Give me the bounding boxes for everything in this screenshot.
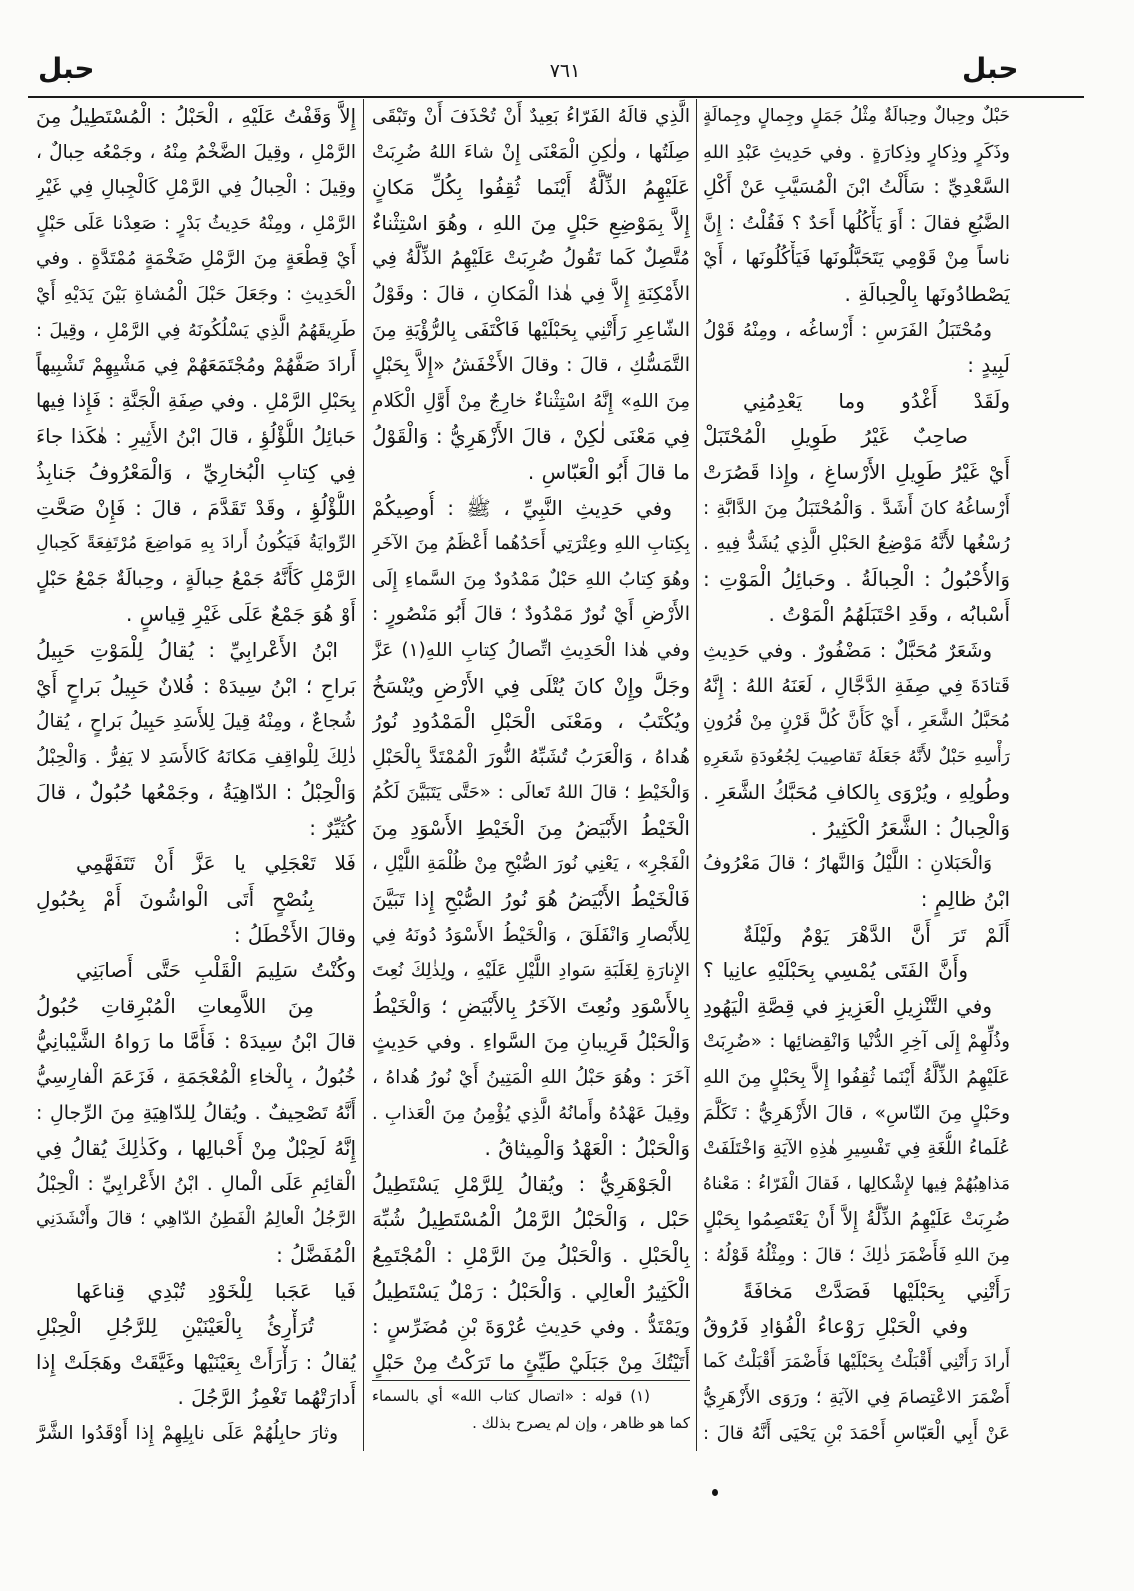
text-line: خُبُولُ ، بِالْخاءِ الْمُعْجَمَةِ ، فَزَعَمَ الْفارِسِيُّ xyxy=(36,1066,356,1089)
text-line: وَالْحَبْلُ : الْعَهْدُ وَالْمِيثاقُ . xyxy=(484,1136,690,1161)
text-line: أَلَمْ تَرَ أَنَّ الدَّهْرَ يَوْمٌ ولَيْلَةٌ xyxy=(743,922,1010,947)
text-line: عَلَيْهِمُ الذِّلَّةُ أَيْنَما ثُقِفُوا إِلاَّ بِحَبْلٍ مِنَ اللهِ xyxy=(703,1067,1010,1089)
text-line: رَأْسِهِ حَبْلٌ لأَنَّهُ جَعَلَهُ تَقاصِيبَ لِجُعُودَةِ شَعَرِهِ xyxy=(703,746,1010,767)
text-line: أَضْمَرَ الاعْتِصامَ فِي الآيَةِ ؛ ورَوَى الأَزْهَرِيُّ xyxy=(703,1387,1010,1409)
text-line: وَالْحِبْلُ : الدّاهِيَةُ ، وجَمْعُها حُبُولٌ ، قالَ xyxy=(36,780,356,805)
text-line: آخَرَ : وهُوَ حَبْلُ اللهِ الْمَتِينُ أَيْ نُورُ هُداهُ ، xyxy=(372,1067,690,1089)
text-line: بِنُصْحٍ أَتَى الْواشُونَ أَمْ بِحُبُولِ xyxy=(36,887,314,912)
text-line: صِلَتُها ، ولٰكِنِ الْمَعْنَى إِنْ شاءَ اللهُ ضُرِبَتْ xyxy=(372,141,690,163)
text-line: ذٰلِكَ لِلْواقِفِ مَكانَهُ كَالأَسَدِ لا يَفِرُّ . وَالْحِبْلُ xyxy=(36,746,356,768)
text-line: عُلَماءُ اللُّغَةِ فِي تَفْسِيرِ هٰذِهِ الآيَةِ وَاخْتَلَفَتْ xyxy=(703,1138,1010,1160)
text-line: عَنْ أَبِي الْعَبّاسِ أَحْمَدَ بْنِ يَحْيَى أَنَّهُ قالَ : xyxy=(703,1422,1010,1444)
text-line: الرَّمْلِ ، وقِيلَ الضَّخْمُ مِنْهُ ، وجَمْعُه حِبالٌ ، xyxy=(36,141,356,163)
text-line: وفي التَّنْزِيلِ الْعَزِيزِ في قِصَّةِ الْيَهُودِ xyxy=(703,993,992,1018)
text-line: أَيْ قِطْعَةٍ مِنَ الرَّمْلِ ضَخْمَةٍ مُمْتَدَّةٍ . وفي xyxy=(36,248,356,270)
text-line: الرِّوايَةُ فَيَكُونُ أَرادَ بِهِ مَواضِعَ مُرْتَفِعَةً كَحِبالِ xyxy=(36,533,356,554)
header-rule xyxy=(28,96,1084,98)
ink-dot xyxy=(712,1489,718,1496)
text-line: وقِيلَ : الْحِبالُ فِي الرَّمْلِ كَالْجِبالِ فِي غَيْرِ xyxy=(36,177,356,199)
text-line: قالَ ابْنُ سِيدَهْ : فَأَمَّا ما رَواهُ الشَّيْبانِيُّ xyxy=(36,1029,356,1054)
text-line: أَنَّهُ تَصْحِيفٌ . ويُقالُ لِلدّاهِيَةِ مِنَ الرِّجالِ : xyxy=(36,1101,356,1124)
text-line: مُتَّصِلٌ كَما تَقُولُ ضُرِبَتْ عَلَيْهِمُ الذِّلَّةُ فِي xyxy=(372,247,690,270)
entry-header-right: حبل xyxy=(962,52,1019,85)
text-line: وَالْحَبَلانِ : اللَّيْلُ وَالنَّهارُ ؛ قالَ مَعْرُوفُ xyxy=(703,853,992,875)
text-line: فِي مَعْنَى لٰكِنْ ، قالَ الأَزْهَرِيُّ : وَالْقَوْلُ xyxy=(372,424,690,449)
text-line: أَتَيْتُكَ مِنْ جَبَلَيْ طَيِّئٍ ما تَرَكْتُ مِنْ حَبْلٍ xyxy=(372,1350,690,1374)
text-line: يَصْطادُونَها بِالْحِبالَةِ . xyxy=(844,281,1010,306)
text-line: أَرادَ صَفَّهُمْ ومُجْتَمَعَهُمْ فِي مَشْيِهِمْ تَشْبِيهاً xyxy=(36,354,356,377)
footnote xyxy=(372,1380,690,1437)
text-line: طَرِيقَهُمُ الَّذِي يَسْلُكُونَهُ فِي الرَّمْلِ ، وقِيلَ : xyxy=(36,319,356,341)
text-line: لِلأَبْصارِ وَانْفَلَقَ ، وَالْخَيْطُ الأَسْوَدُ دُونَهُ فِي xyxy=(372,924,690,946)
text-line: فَيا عَجَبا لِلْخَوْدِ تُبْدِي قِناعَها xyxy=(76,1278,356,1303)
text-line: وفي الْحَبْلِ رَوْعاءُ الْفُؤادِ فَرُوقُ xyxy=(703,1314,968,1339)
text-line: الضَّبُعِ فقالَ : أَوَ يَأْكُلُها أَحَدٌ ؟ فَقُلْتُ : إِنَّ xyxy=(703,212,1010,234)
text-line: الشّاعِرِ رَأَتْنِي بِحَبْلَيْها فَاكْتَفَى بِالرُّؤْيَةِ مِنَ xyxy=(372,318,690,341)
text-line: مِنَ اللهِ فَأَضْمَرَ ذٰلِكَ ؛ قالَ : ومِثْلُهُ قَوْلُهُ : xyxy=(703,1245,1010,1266)
text-line: بَراحِ ؛ ابْنُ سِيدَهْ : فُلانٌ حَبِيلُ بَراحٍ أَيْ xyxy=(36,673,356,698)
text-line: الْمُفَضَّلُ : xyxy=(276,1243,356,1267)
footnote-line: (١) قوله : «اتصال كتاب الله» أي بالسماء xyxy=(372,1387,650,1405)
text-line: الْجَوْهَرِيُّ : ويُقالُ لِلرَّمْلِ يَسْتَطِيلُ xyxy=(372,1171,672,1196)
column-left xyxy=(36,99,356,1452)
text-line: إِلاَّ وَقَفْتُ عَلَيْهِ ، الْحَبْلُ : الْمُسْتَطِيلُ مِنَ xyxy=(36,105,356,128)
text-line: بِالأَسْوَدِ ونُعِتَ الآخَرُ بِالأَبْيَضِ ؛ وَالْخَيْطُ xyxy=(372,993,690,1018)
text-line: السَّعْدِيِّ : سَأَلْتُ ابْنَ الْمُسَيَّبِ عَنْ أَكْلِ xyxy=(703,176,1010,199)
text-line: صاحِبٌ غَيْرُ طَوِيلِ الْمُحْتَبَلْ xyxy=(703,424,968,449)
text-line: ما قالَ أَبُو الْعَبّاسِ . xyxy=(527,459,690,484)
text-line: أَوْ هُوَ جَمْعٌ عَلَى غَيْرِ قِياسٍ . xyxy=(125,602,356,627)
text-line: يُقالُ : رَأْرَأَتْ بِعَيْنَيْها وغَيَّقَتْ وهَجَلَتْ إِذا xyxy=(36,1350,356,1374)
text-line: وَالْحِبالُ : الشَّعَرُ الْكَثِيرُ . xyxy=(810,815,1010,840)
text-line: الرَّمْلِ ، ومِنْهُ حَدِيثُ بَدْرٍ : صَعِدْنا عَلَى حَبْلٍ xyxy=(36,212,356,234)
text-line: وَالْخَيْطِ ؛ قالَ اللهُ تَعالَى : «حَتَّى يَتَبَيَّنَ لَكُمُ xyxy=(372,782,690,804)
text-line: وفي حَدِيثِ النَّبِيِّ ، ﷺ : أُوصِيكُمْ xyxy=(372,495,672,520)
text-line: الإِنارَةِ لِغَلَبَةِ سَوادِ اللَّيْلِ عَلَيْهِ ، ولِذٰلِكَ نُعِتَ xyxy=(372,960,690,982)
entry-header-left: حبل xyxy=(38,52,95,85)
text-line: الْقائِمِ عَلَى الْمالِ . ابْنُ الأَعْرابِيِّ : الْحِبْلُ xyxy=(36,1172,356,1195)
text-line: حَبْل ، وَالْحَبْلُ الرَّمْلُ الْمُسْتَطِيلُ شُبِّهَ xyxy=(372,1207,690,1232)
text-line: ابْنُ الأَعْرابِيِّ : يُقالُ لِلْمَوْتِ حَبِيلُ xyxy=(36,637,338,662)
text-line: شُجاعٌ ، ومِنْهُ قِيلَ لِلأَسَدِ حَبِيلُ بَراحٍ ، يُقالُ xyxy=(36,711,356,733)
text-line: بِكِتابِ اللهِ وعِتْرَتِي أَحَدُهُما أَعْظَمُ مِنَ الآخَرِ xyxy=(372,533,690,555)
text-line: تُرَأْرِئُ بِالْعَيْنَيْنِ لِلرَّجُلِ الْحِبْلِ xyxy=(36,1314,314,1339)
text-line: ضُرِبَتْ عَلَيْهِمُ الذِّلَّةُ إِلاَّ أَنْ يَعْتَصِمُوا بِحَبْلٍ xyxy=(703,1209,1010,1231)
text-line: وحَبْلٍ مِنَ النّاسِ» ، قالَ الأَزْهَرِيُّ : تَكَلَّمَ xyxy=(703,1102,1010,1124)
text-line: وذَكَرٍ وذِكارٍ وذِكارَةٍ . وفي حَدِيثِ عَبْدِ اللهِ xyxy=(703,141,1010,163)
text-line: لَبِيدٍ : xyxy=(967,353,1010,378)
text-line: وَالأُحْبُولُ : الْحِبالَةُ . وحَبائِلُ الْمَوْتِ : xyxy=(703,566,1010,591)
text-line: إِلاَّ بِمَوْضِعِ حَبْلٍ مِنَ اللهِ ، وهُوَ اسْتِثْناءٌ xyxy=(372,210,690,235)
text-line: الْفَجْرِ» ، يَعْنِي نُورَ الصُّبْحِ مِنْ ظُلْمَةِ اللَّيْلِ ، xyxy=(372,853,690,875)
text-line: قَتادَةَ فِي صِفَةِ الدَّجَّالِ ، لَعَنَهُ اللهُ : إِنَّهُ xyxy=(703,674,1010,697)
text-line: الرَّجُلُ الْعالِمُ الْفَطِنُ الدّاهِي ؛ قالَ وأَنْشَدَنِي xyxy=(36,1209,356,1230)
text-line: التَّمَسُّكِ ، قالَ : وقالَ الأَخْفَشُ «إِلاَّ بِحَبْلٍ xyxy=(372,354,690,377)
text-line: الأَمْكِنَةِ إِلاَّ فِي هٰذا الْمَكانِ ، قالَ : وقَوْلُ xyxy=(372,282,690,305)
text-line: ابْنُ ظالِمٍ : xyxy=(920,887,1010,912)
text-line: أَيْ غَيْرُ طَوِيلِ الأَرْساغِ ، وإِذا قَصُرَتْ xyxy=(703,459,1010,484)
text-line: اللُّؤْلُؤِ ، وقَدْ تَقَدَّمَ ، قالَ : فَإِنْ صَحَّتِ xyxy=(36,495,356,520)
text-line: وقِيلَ عَهْدُهُ وأَمانُهُ الَّذِي يُؤْمِنُ مِنَ الْعَذابِ . xyxy=(372,1102,690,1124)
text-line: حَبْلٌ وحِبالٌ وحِبالَةٌ مِثْلُ جَمَلٍ وجِمالٍ وجِمالَةٍ xyxy=(703,106,1010,126)
text-line: حَبائِلُ اللُّؤْلُؤِ ، قالَ ابْنُ الأَثِيرِ : هٰكَذا جاءَ xyxy=(36,425,356,449)
text-line: ويَمْتَدُّ . وفي حَدِيثِ عُرْوَةَ بْنِ مُضَرِّسٍ : xyxy=(372,1315,690,1339)
text-line: وأَنَّ الفَتَى يُمْسِي بِحَبْلَيْهِ عانِيا ؟ xyxy=(703,958,968,983)
text-line: مِنَ اللاَّمِعاتِ الْمُبْرِقاتِ حُبُولُ xyxy=(36,993,314,1018)
text-line: رُسْغُها لأَنَّهُ مَوْضِعُ الحَبْلِ الَّذِي يُشَدُّ فِيهِ . xyxy=(703,533,1010,555)
footnote-line: كما هو ظاهر ، وإن لم يصرح بذلك . xyxy=(472,1414,690,1432)
column-divider xyxy=(363,99,364,1451)
text-line: وكُنْتُ سَلِيمَ الْقَلْبِ حَتَّى أَصابَنِي xyxy=(76,958,356,983)
text-line: أَدارَتْهُما تَغْمِزُ الرَّجُلَ . xyxy=(177,1385,356,1410)
text-line: هُداهُ ، وَالْعَرَبُ تُشَبِّهُ النُّورَ الْمُمْتَدَّ بِالْحَبْلِ xyxy=(372,745,690,768)
text-line: وهُوَ كِتابُ اللهِ حَبْلٌ مَمْدُودٌ مِنَ السَّماءِ إِلَى xyxy=(372,568,690,590)
text-line: وَالْحَبْلُ قَرِيبانِ مِنَ السَّواءِ . وفي حَدِيثٍ xyxy=(372,1030,690,1054)
text-line: فِي كِتابِ الْبُخارِيِّ ، وَالْمَعْرُوفُ جَنابِذُ xyxy=(36,459,356,484)
text-line: وشَعَرٌ مُحَبَّلٌ : مَضْفُورٌ . وفي حَدِيثِ xyxy=(703,638,992,662)
text-line: ولَقَدْ أَغْدُو وما يَعْدِمُنِي xyxy=(743,388,1010,413)
text-line: الْحَدِيثِ : وجَعَلَ حَبْلَ الْمُشاةِ بَيْنَ يَدَيْهِ أَيْ xyxy=(36,283,356,305)
text-line: فَلا تَعْجَلِي يا عَزَّ أَنْ تَتَفَهَّمِي xyxy=(76,851,356,876)
text-line: بِحَبْلِ الرَّمْلِ . وفي صِفَةِ الْجَنَّةِ : فَإِذا فِيها xyxy=(36,389,356,412)
text-line: ومُحْتَبَلُ الفَرَسِ : أَرْساغُه ، ومِنْهُ قَوْلُ xyxy=(703,319,992,341)
column-right xyxy=(703,99,1010,1452)
text-line: وذُلِّهِمْ إِلَى آخِرِ الدُّنْيا وَانْقِضائِها : «ضُرِبَتْ xyxy=(703,1031,1010,1053)
text-line: وجَلَّ وإِنْ كانَ يُتْلَى فِي الأَرْضِ ويُنْسَخُ xyxy=(372,673,690,698)
text-line: ناساً مِنْ قَوْمِي يَتَحَبَّلُونَها فَيَأْكُلُونَها ، أَيْ xyxy=(703,247,1010,270)
text-line: كُثَيِّرٌ : xyxy=(309,815,356,840)
text-line: مِنَ اللهِ» إِنَّهُ اسْتِثْناءٌ خارِجٌ مِنْ أَوَّلِ الْكَلامِ xyxy=(372,390,690,412)
text-line: ويُكْتَبُ ، ومَعْنَى الْحَبْلِ الْمَمْدُودِ نُورُ xyxy=(372,709,690,734)
text-line: فَالْخَيْطُ الأَبْيَضُ هُوَ نُورُ الصُّبْحِ إِذا تَبَيَّنَ xyxy=(372,887,690,912)
text-line: وثارَ حابِلُهُمْ عَلَى نابِلِهِمْ إِذا أَوْقَدُوا الشَّرَّ xyxy=(36,1422,338,1444)
column-middle xyxy=(372,99,690,1380)
text-line: أَرادَ رَأَتْنِي أَقْبَلْتُ بِحَبْلَيْها فَأَضْمَرَ أَقْبَلْتُ كَما xyxy=(703,1351,1010,1372)
text-line: الْكَثِيرُ الْعالِي . وَالْحَبْلُ : رَمْلٌ يَسْتَطِيلُ xyxy=(372,1278,690,1303)
text-line: وفي هٰذا الْحَدِيثِ اتِّصالُ كِتابِ اللهِ(١) عَزَّ xyxy=(372,639,690,661)
text-line: الْخَيْطُ الأَبْيَضُ مِنَ الْخَيْطِ الأَسْوَدِ مِنَ xyxy=(372,815,690,840)
text-line: أَرْساغُهُ كانَ أَشَدَّ . وَالْمُحْتَبَلُ مِنَ الدَّابَّةِ : xyxy=(703,497,1010,519)
text-line: بِالْحَبْلِ . وَالْحَبْلُ مِنَ الرَّمْلِ : الْمُجْتَمِعُ xyxy=(372,1243,690,1267)
text-line: وقالَ الأَخْطَلُ : xyxy=(233,922,356,947)
page-number: ٧٦١ xyxy=(549,60,581,82)
text-line: إِنَّهُ لَحِبْلٌ مِنْ أَحْبالِها ، وكَذٰلِكَ يُقالُ فِي xyxy=(36,1136,356,1161)
text-line: الأَرْضِ أَيْ نُورٌ مَمْدُودٌ ؛ قالَ أَبُو مَنْصُورٍ : xyxy=(372,603,690,626)
text-line: أَسْبابُه ، وقَدِ احْتَبَلَهُمُ الْمَوْتُ . xyxy=(768,602,1010,627)
text-line: الَّذِي قالَهُ الفَرّاءُ بَعِيدٌ أَنْ تُحْذَفَ أَنْ وتَبْقَى xyxy=(372,106,690,127)
text-line: مُحَبَّلُ الشَّعَرِ ، أَيْ كَأَنَّ كُلَّ قَرْنٍ مِنْ قُرُونِ xyxy=(703,711,1010,732)
text-line: الرَّمْلِ كَأَنَّهُ جَمْعُ حِبالَةٍ ، وحِبالَةٌ جَمْعُ حَبْلٍ xyxy=(36,567,356,590)
text-line: رَأَتْنِي بِحَبْلَيْها فَصَدَّتْ مَخافَةً xyxy=(743,1278,1010,1303)
text-line: مَذاهِبُهُمْ فِيها لإِشْكالِها ، فَقالَ الْفَرّاءُ : مَعْناهُ xyxy=(703,1173,1010,1194)
text-line: وطُولِهِ ، ويُرْوَى بِالكافِ مُحَبَّكُ الشَّعَرِ . xyxy=(703,781,1010,805)
column-divider xyxy=(696,99,697,1451)
text-line: عَلَيْهِمُ الذِّلَّةُ أَيْنَما ثُقِفُوا بِكُلِّ مَكانٍ xyxy=(372,175,690,200)
